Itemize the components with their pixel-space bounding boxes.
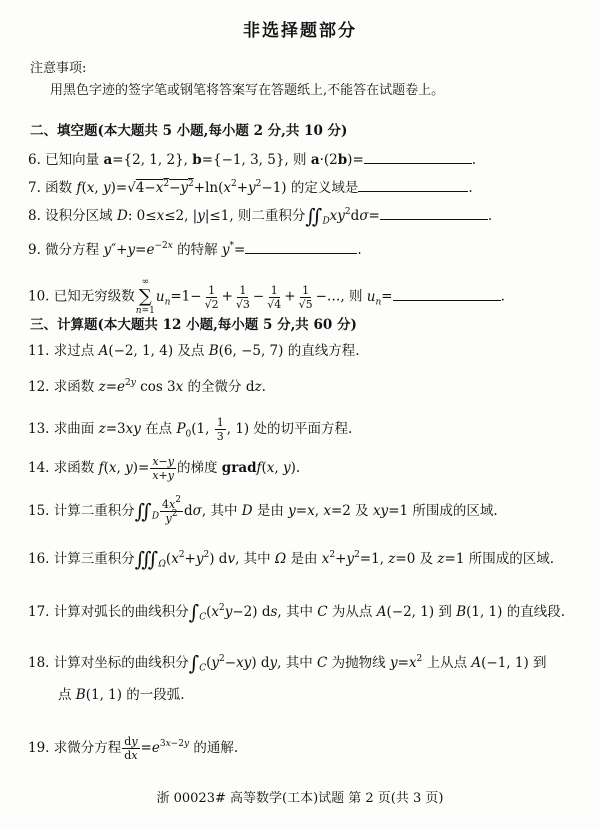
answer-blank[interactable]: [364, 150, 472, 164]
page-footer: 浙 00023# 高等数学(工本)试题 第 2 页(共 3 页): [156, 791, 444, 806]
question-18-continued: 点 B(1, 1) 的一段弧.: [58, 687, 185, 703]
question-number: 19.: [28, 740, 50, 756]
page-title: 非选择题部分: [243, 21, 357, 41]
question-16: 16. 计算三重积分$∭_\Omega(x^2+y^2)$ dv, 其中 Ω 是由 $x^2+y^2=1$, z=0 及 z=1 所围成的区域.: [28, 547, 554, 571]
answer-blank[interactable]: [393, 287, 501, 301]
question-number: 12.: [28, 379, 50, 395]
answer-blank[interactable]: [380, 206, 488, 220]
question-number: 14.: [28, 460, 50, 476]
question-14: 14. 求函数 f(x, y)= $\frac{x-y}{x+y}$ 的梯度 gradf(x, y).: [28, 455, 301, 482]
question-number: 7.: [28, 180, 41, 196]
question-number: 16.: [28, 551, 50, 567]
question-number: 10.: [28, 288, 50, 305]
question-10: 10. 已知无穷级数 ∞ ∑ n=1 $u_n=1-$ $\frac{1}{√2}$ + $\frac{1}{√3}$ − $\frac{1}{√4}$ + $\frac{1}{√5}$ −…, 则 $u_n=$ .: [28, 277, 505, 316]
question-18: 18. 计算对坐标的曲线积分$\int_C(y^2-xy)$ dy, 其中 C 为抛物线 $y=x^2$ 上从点 A(−1, 1) 到: [28, 651, 547, 675]
question-7: 7. 函数 f(x, $y)=√4-x^2-y^2+\ln(x^2+y^2-1)$ 的定义域是 .: [28, 179, 473, 196]
question-number: 11.: [28, 343, 50, 359]
question-number: 13.: [28, 421, 50, 437]
question-number: 15.: [28, 503, 50, 519]
question-15: 15. 计算二重积分$∬_D$ $\frac{4x^2}{y^2}$ dσ, 其中 D 是由 y=x, x=2 及 xy=1 所围成的区域.: [28, 495, 498, 525]
question-9: 9. 微分方程 $y''+y=e^{-2x}$ 的特解 y*= .: [28, 241, 362, 258]
notice-body: 用黑色字迹的签字笔或钢笔将答案写在答题纸上,不能答在试题卷上。: [50, 83, 445, 98]
question-number: 17.: [28, 604, 50, 620]
answer-blank[interactable]: [245, 240, 357, 254]
question-number: 18.: [28, 655, 50, 671]
answer-blank[interactable]: [358, 178, 468, 192]
section-3-heading: 三、计算题(本大题共 12 小题,每小题 5 分,共 60 分): [30, 317, 357, 333]
question-8: 8. 设积分区域 D: 0≤x≤2, |y|≤1, 则二重积分$∬_Dxy^2d\sigma=$ .: [28, 204, 493, 228]
question-12: 12. 求函数 $z=e^{2y}$ cos 3x 的全微分 dz.: [28, 378, 266, 395]
question-number: 6.: [28, 152, 41, 168]
question-number: 9.: [28, 242, 41, 258]
question-6: 6. 已知向量 a={2, 1, 2}, b={−1, 3, 5}, 则 a·(2b)= .: [28, 152, 477, 168]
question-11: 11. 求过点 A(−2, 1, 4) 及点 B(6, −5, 7) 的直线方程.: [28, 343, 360, 359]
question-19: 19. 求微分方程 $\frac{dy}{dx}$ $=e^{3x-2y}$ 的通解.: [28, 735, 239, 762]
section-2-heading: 二、填空题(本大题共 5 小题,每小题 2 分,共 10 分): [30, 123, 348, 139]
question-number: 8.: [28, 208, 41, 224]
notice-heading: 注意事项:: [30, 61, 87, 76]
question-17: 17. 计算对弧长的曲线积分$\int_C(x^2y-2)$ ds, 其中 C 为从点 A(−2, 1) 到 B(1, 1) 的直线段.: [28, 600, 565, 624]
question-13: 13. 求曲面 z=3xy 在点 $P_0(1$, $\frac{1}{3}$ , 1) 处的切平面方程.: [28, 416, 353, 443]
